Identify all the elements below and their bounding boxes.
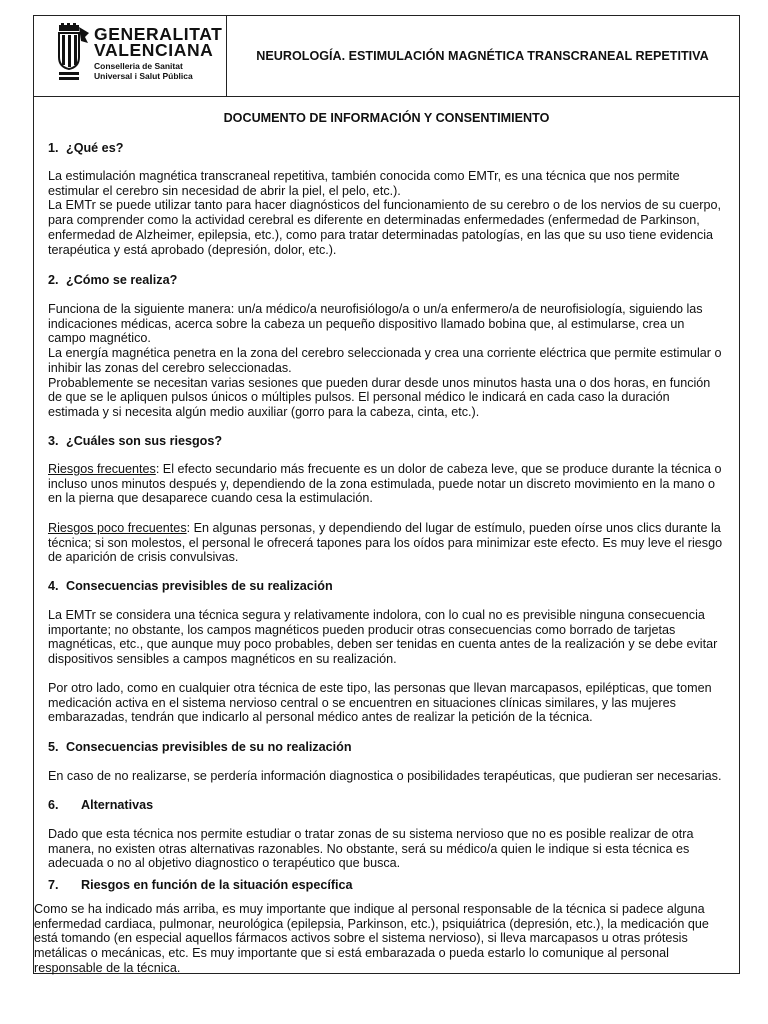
- section-3-heading: [48, 434, 222, 449]
- section-title: Consecuencias previsibles de su realización: [66, 579, 333, 593]
- text-line: de que se le apliquen pulsos únicos o múltiples pulsos. El personal médico le indicará en cada caso la duración: [48, 390, 670, 405]
- text-line: Funciona de la siguiente manera: un/a médico/a neurofisiólogo/a o un/a enfermero/a de neurofisiología, siguiendo las: [48, 302, 703, 316]
- text-line: técnica; si son molestos, el personal le ofrecerá tapones para los oídos para minimizar este efecto. Es muy leve el riesgo: [48, 535, 723, 550]
- section-5-paragraph: [48, 769, 740, 784]
- text-line: campo magnético.: [48, 331, 151, 346]
- text-line: Por otro lado, como en cualquier otra técnica de este tipo, las personas que llevan marcapasos, epilépticas, que tomen: [48, 681, 712, 695]
- text-line: adecuada o no al objetivo diagnostico o terapéutico que busca.: [48, 856, 401, 871]
- header-title: NEUROLOGÍA. ESTIMULACIÓN MAGNÉTICA TRANSCRANEAL REPETITIVA: [256, 48, 709, 63]
- logo-block: [34, 16, 227, 96]
- text-line: importante; no obstante, los campos magnéticos pueden producir otras consecuencias como borrado de tarjetas: [48, 622, 676, 637]
- text-line: de aparición de crisis convulsivas.: [48, 550, 239, 565]
- section-number: 5.: [48, 740, 59, 754]
- section-title: ¿Cómo se realiza?: [66, 273, 178, 287]
- logo-name-line1: GENERALITAT: [94, 24, 223, 44]
- section-title: Riesgos en función de la situación específica: [81, 878, 353, 892]
- text-line: Dado que esta técnica nos permite estudiar o tratar zonas de su sistema nervioso que no es posible realizar de otra: [48, 827, 694, 841]
- logo-sub-line1: Conselleria de Sanitat: [94, 61, 183, 71]
- logo-sub-line2: Universal i Salut Pública: [94, 70, 193, 81]
- section-6-paragraph: [48, 827, 740, 871]
- text-line: [48, 462, 740, 477]
- section-number: 4.: [48, 579, 59, 593]
- text-line: incluso unos minutos después y, dependiendo de la zona estimulada, puede notar un discreto movimiento en la mano o: [48, 476, 715, 491]
- section-1-paragraph: [48, 169, 740, 257]
- rare-risks-paragraph: [48, 521, 740, 565]
- section-7-paragraph: [34, 902, 739, 976]
- coat-of-arms-icon: [55, 23, 89, 81]
- text-line: terapéutica y está aprobado (depresión, dolor, etc.).: [48, 242, 337, 257]
- document-title: DOCUMENTO DE INFORMACIÓN Y CONSENTIMIENTO: [223, 111, 550, 125]
- text-line: estimular el cerebro sin necesidad de abrir la piel, el pelo, etc.).: [48, 183, 401, 198]
- section-4-heading: [48, 579, 333, 594]
- section-number: 3.: [48, 434, 59, 448]
- section-number: 7.: [48, 878, 59, 892]
- text-line: para comprender como la actividad cerebral es diferente en determinadas enfermedades (enfermedad de Parkinson,: [48, 213, 700, 228]
- section-4-paragraph-1: [48, 608, 740, 667]
- text-line: En caso de no realizarse, se perdería información diagnostica o posibilidades terapéuticas, que pudieran ser necesarias.: [48, 769, 722, 783]
- logo-subtitle: [94, 62, 222, 81]
- section-title: Alternativas: [81, 798, 154, 812]
- section-number: 1.: [48, 141, 59, 155]
- rare-risks-text: : En algunas personas, y dependiendo del lugar de estímulo, pueden oírse unos clics durante la: [186, 521, 721, 535]
- section-title: Consecuencias previsibles de su no realización: [66, 740, 352, 754]
- text-line: Como se ha indicado más arriba, es muy importante que indique al personal responsable de la técnica si padece alguna: [34, 902, 705, 916]
- text-line: inhibir las zonas del cerebro seleccionadas.: [48, 360, 292, 375]
- text-line: magnéticas, etc., que aunque muy poco probables, deben ser tenidas en cuenta antes de la realización y se debe evitar: [48, 637, 718, 652]
- logo-name-line2: VALENCIANA: [94, 40, 214, 60]
- text-line: enfermedad cardiaca, pulmonar, neurológica (epilepsia, Parkinson, etc.), psiquiátrica (depresión, etc.), la medicación que: [34, 916, 709, 931]
- frequent-risks-label: Riesgos frecuentes: [48, 462, 156, 476]
- text-line: [48, 521, 740, 536]
- section-5-heading: [48, 740, 352, 755]
- text-line: La estimulación magnética transcraneal repetitiva, también conocida como EMTr, es una técnica que nos permite: [48, 169, 680, 183]
- text-line: La EMTr se puede utilizar tanto para hacer diagnósticos del funcionamiento de su cerebro o de los nervios de su cuerpo,: [48, 198, 721, 213]
- section-number: 6.: [48, 798, 59, 812]
- text-line: embarazadas, tendrán que indicarlo al personal médico antes de realizar la petición de la técnica.: [48, 710, 593, 725]
- section-2-heading: [48, 273, 177, 288]
- section-title: ¿Qué es?: [66, 141, 124, 155]
- text-line: La energía magnética penetra en la zona del cerebro seleccionada y crea una corriente eléctrica que permite estimular o: [48, 346, 722, 361]
- logo-text: [94, 26, 222, 81]
- section-title: ¿Cuáles son sus riesgos?: [66, 434, 223, 448]
- text-line: está tomando (en especial aquellos fármacos activos sobre el sistema nervioso), si lleva marcapasos u otras prótesis: [34, 931, 688, 946]
- text-line: responsable de la técnica.: [34, 960, 181, 975]
- document-header: [34, 16, 739, 97]
- text-line: medicación activa en el sistema nervioso central o se encuentren en situaciones clínicas similares, y las mujeres: [48, 695, 676, 710]
- text-line: enfermedad de Alzheimer, epilepsia, etc.), como para tratar determinadas patologías, en las que su uso tiene evidencia: [48, 227, 714, 242]
- section-2-paragraph: [48, 302, 740, 420]
- text-line: estimada y si necesita algún medio auxiliar (gorro para la cabeza, cinta, etc.).: [48, 404, 480, 419]
- text-line: dispositivos sensibles a campos magnéticos en su realización.: [48, 652, 397, 667]
- frequent-risks-paragraph: [48, 462, 740, 506]
- rare-risks-label: Riesgos poco frecuentes: [48, 521, 187, 535]
- section-number: 2.: [48, 273, 59, 287]
- text-line: Probablemente se necesitan varias sesiones que pueden durar desde unos minutos hasta una o dos horas, en función: [48, 375, 711, 390]
- text-line: La EMTr se considera una técnica segura y relativamente indolora, con lo cual no es previsible ninguna consecuencia: [48, 608, 705, 622]
- text-line: indicaciones médicas, acerca sobre la cabeza un pequeño dispositivo llamado bobina que, al estimularse, crea un: [48, 316, 685, 331]
- section-1-heading: [48, 141, 123, 156]
- text-line: en la pierna que desaparece cuando cesa la estimulación.: [48, 491, 373, 506]
- document-page: [33, 15, 740, 974]
- text-line: metálicas o mecánicas, etc. Es muy importante que si está embarazada o pueda estarlo lo comunique al personal: [34, 946, 669, 961]
- section-6-heading: [48, 798, 153, 813]
- section-4-paragraph-2: [48, 681, 740, 725]
- section-7-heading: [48, 878, 353, 893]
- frequent-risks-text: : El efecto secundario más frecuente es un dolor de cabeza leve, que se produce durante la técnica o: [155, 462, 722, 476]
- text-line: manera, no existen otras alternativas razonables. No obstante, será su médico/a quien le indique si esta técnica es: [48, 841, 690, 856]
